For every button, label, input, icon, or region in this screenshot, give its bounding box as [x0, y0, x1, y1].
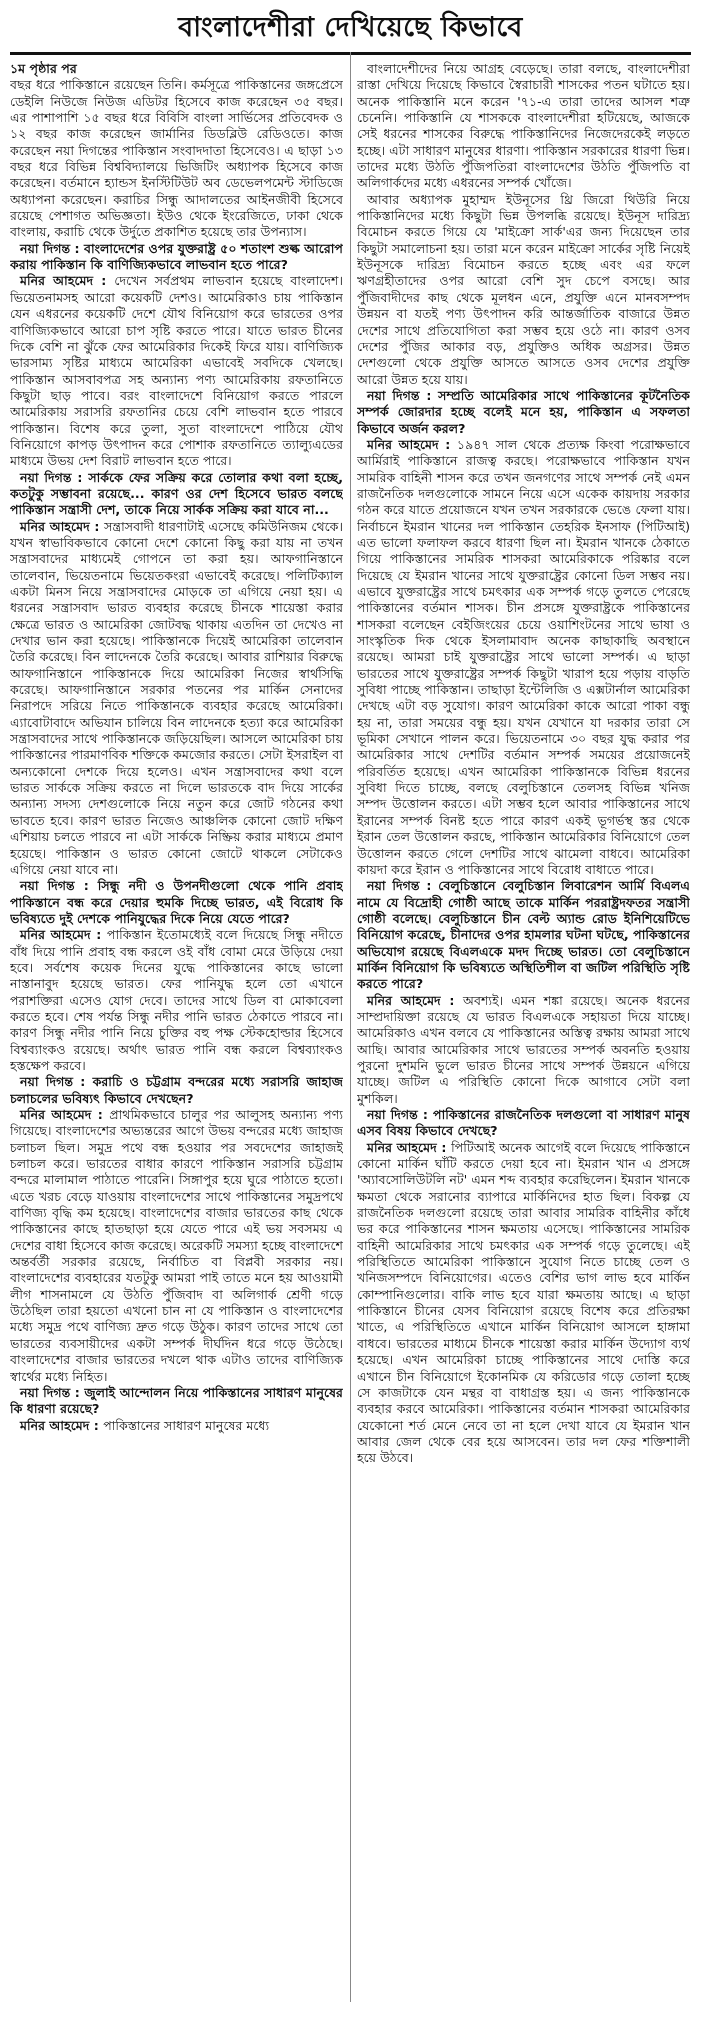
paragraph-text: বছর ধরে পাকিস্তানে রয়েছেন তিনি। কর্মসূত্রে পাকিস্তানের জঙ্গপ্রেসে ডেইলি নিউজে নিউজ এডিটর হিসেবে কাজ করেছেন ৩৫ বছর। এর পাশাপাশি ১৫ বছর ধরে বিবিসি বাংলা সার্ভিসের প্রতিবেদক ও ১২ বছর কাজ করেছেন জার্মানির ডিডব্লিউ রেডিওতে। কাজ করেছেন নয়া দিগন্তের পাকিস্তান সংবাদদাতা হিসেবেও। এ ছাড়া ১৩ বছর ধরে বিভিন্ন বিশ্ববিদ্যালয়ে ভিজিটিং অধ্যাপক হিসেবে কাজ করেছেন। বর্তমানে হ্যান্ডস ইনস্টিটিউট অব ডেভেলপমেন্ট স্টাডিজে অধ্যাপনা করেছেন। করাচির সিন্ধু আদালতের আইনজীবী হিসেবে রয়েছে পেশাগত অভিজ্ঞতা। ইউও থেকে ইংরেজিতে, ঢাকা থেকে বাংলায়, করাচি থেকে উর্দুতে প্রকাশিত হয়েছে তার উপন্যাস। [10, 77, 343, 240]
interviewer-label: নয়া দিগন্ত : [367, 1107, 434, 1122]
interviewee-label: মনির আহমেদ : [20, 927, 107, 943]
headline: বাংলাদেশীরা দেখিয়েছে কিভাবে [178, 12, 523, 43]
paragraph [10, 61, 343, 241]
interview-question [10, 1385, 343, 1418]
question-text: বাংলাদেশের ওপর যুক্তরাষ্ট্র ৫০ শতাংশ শুল্ক আরোপ করায় পাকিস্তান কি বাণিজ্যিকভাবে লাভবান হতে পারে? [10, 240, 343, 273]
question-text: জুলাই আন্দোলন নিয়ে পাকিস্তানের সাধারণ মানুষের কি ধারণা রয়েছে? [10, 1384, 343, 1417]
interviewee-label: মনির আহমেদ : [20, 1417, 104, 1433]
interviewer-label: নয়া দিগন্ত : [367, 387, 439, 403]
interview-question [10, 878, 343, 927]
interview-answer [357, 437, 690, 878]
interviewer-label: নয়া দিগন্ত : [20, 469, 89, 485]
paragraph-text: আবার অধ্যাপক মুহাম্মদ ইউনূসের থ্রি জিরো থিউরি নিয়ে পাকিস্তানিদের মধ্যে কিছুটা ভিন্ন উপলব্ধি রয়েছে। ইউনূস দারিদ্র্য বিমোচন করতে গিয়ে যে 'মাইক্রো সার্ক'এর জন্য দিয়েছেন তার কিছুটা সমালোচনা হয়। তারা মনে করেন মাইক্রো সার্কের সৃষ্টি নিয়েই ইউনূসকে দারিদ্র্য বিমোচন করতে হচ্ছে এবং এর ফলে ঋণগ্রহীতাদের ওপর আরো বেশি সুদ চেপে বসছে। আর পুঁজিবাদীদের কাছ থেকে মূলধন এনে, প্রযুক্তি এনে মানবসম্পদ উন্নয়ন বা যতই পণ্য উৎপাদন করি আন্তর্জাতিক বাজারে উন্নত দেশের সাথে প্রতিযোগিতা করা সম্ভব হয়ে ওঠে না। কারণ ওসব দেশের পুঁজির আকার বড়, প্রযুক্তিও অধিক অগ্রসর। উন্নত দেশগুলো থেকে প্রযুক্তি আসতে আসতে ওসব দেশের প্রযুক্তি আরো উন্নত হয়ে যায়। [357, 191, 690, 387]
interviewer-label: নয়া দিগন্ত : [20, 1074, 93, 1090]
answer-text: সন্ত্রাসবাদী ধারণাটাই এসেছে কমিউনিজম থেকে। যখন স্বাভাবিকভাবে কোনো দেশে কোনো কিছু করা যায় না তখন সন্ত্রাসবাদের মাধ্যমেই গোপনে তা করা হয়। আফগানিস্তানে তালেবান, ভিয়েতনামে ভিয়েতকংরা এভাবেই করেছে। পলিটিক্যাল একটা মিনস নিয়ে সন্ত্রাসবাদের মোড়কে তা এগিয়ে নেয়া হয়। এ ধরনের সন্ত্রাসবাদ ভারত ব্যবহার করেছে চীনকে শায়েস্তা করার ক্ষেত্রে ভারত ও আমেরিকা জোটবদ্ধ থাকায় এতদিন তা দেখেও না দেখার ভান করা হয়েছে। পাকিস্তানকে দিয়েই আমেরিকা তালেবান তৈরি করেছে। বিন লাদেনকে তৈরি করেছে। আবার রাশিয়ার বিরুদ্ধে আফগানিস্তানে পাকিস্তানকে দিয়ে আমেরিকা নিজের স্বার্থসিদ্ধি করেছে। আফগানিস্তানে সরকার পতনের পর মার্কিন সেনাদের নিরাপদে সরিয়ে নিতে পাকিস্তানকে ব্যবহার করেছে আমেরিকা। এ্যাবোটাবাদে অভিযান চালিয়ে বিন লাদেনকে হত্যা করে আমেরিকা সন্ত্রাসবাদের সাথে পাকিস্তানকে জড়িয়েছিল। আসলে আমেরিকা চায় পাকিস্তানের পারমাণবিক শক্তিকে কমজোর করতে। সেটা ইসরাইল বা অন্যকোনো দেশকে দিয়ে হলেও। এখন সন্ত্রাসবাদের কথা বলে ভারত সার্ককে সক্রিয় করতে না দিলে ভারতকে বাদ দিয়ে সার্কের অন্যান্য সদস্য দেশগুলোকে নিয়ে নতুন করে জোট গঠনের কথা ভাবতে হবে। কারণ ভারত নিজেও আঞ্চলিক কোনো জোট দক্ষিণ এশিয়ায় চলতে পারবে না এটা সার্ককে নিষ্ক্রিয় করার মাধ্যমে প্রমাণ হয়েছে। পাকিস্তান ও ভারত কোনো জোটে থাকলে সেটাকেও এগিয়ে নেয়া যাবে না। [10, 518, 343, 877]
interview-question [357, 1107, 690, 1140]
interviewer-label: নয়া দিগন্ত : [20, 878, 98, 894]
left-column [10, 61, 343, 2011]
question-text: পাকিস্তানের রাজনৈতিক দলগুলো বা সাধারণ মানুষ এসব বিষয় কিভাবে দেখছে? [357, 1107, 690, 1139]
interview-answer [10, 1418, 343, 1434]
interview-answer [10, 927, 343, 1074]
answer-text: পিটিআই অনেক আগেই বলে দিয়েছে পাকিস্তানে কোনো মার্কিন ঘাঁটি করতে দেয়া হবে না। ইমরান খান এ প্রসঙ্গে 'অ্যাবসোলিউটলি নট' এমন শব্দ ব্যবহার করেছিলেন। ইমরান খানকে ক্ষমতা থেকে সরানোর ব্যাপারে মার্কিনিদের হাত ছিল। বিকল্প যে রাজনৈতিক দলগুলো রয়েছে তারা আবার সামরিক বাহিনীর কাঁধে ভর করে পাকিস্তানের শাসন ক্ষমতায় এসেছে। পাকিস্তানের সামরিক বাহিনী আমেরিকার সাথে চমৎকার এক সম্পর্ক গড়ে তুলেছে। এই পরিস্থিতিতে আমেরিকা পাকিস্তানে সুযোগ নিতে চাচ্ছে তেল ও খনিজসম্পদে বিনিয়োগের। এতেও বেশির ভাগ লাভ হবে মার্কিন কোম্পানিগুলোর। বাকি লাভ হবে যারা ক্ষমতায় আছে। এ ছাড়া পাকিস্তানে চীনের যেসব বিনিয়োগ রয়েছে বিশেষ করে প্রতিরক্ষা খাতে, এ পরিস্থিতিতে এখানে মার্কিন বিনিয়োগ আসলে হাঙ্গামা বাধবে। ভারতের মাধ্যমে চীনকে শায়েস্তা করার মার্কিন উদ্যোগ ব্যর্থ হয়েছে। এখন আমেরিকা চাচ্ছে পাকিস্তানের সাথে দোস্তি করে এখানে চীন বিনিয়োগে ইকোনমিক যে করিডোর গড়ে তোলা হচ্ছে সে কাজটাকে যেন মন্থর বা বাধাগ্রস্ত হয়। এ জন্য পাকিস্তানকে ব্যবহার করবে আমেরিকা। পাকিস্তানের বর্তমান শাসকরা আমেরিকার যেকোনো শর্ত মেনে নেবে তা না হলে দেখা যাবে যে ইমরান খান আবার জেল থেকে বের হয়ে আসবেন। তার দল ফের শক্তিশালী হয়ে উঠবে। [357, 1139, 690, 1466]
interviewee-label: মনির আহমেদ : [367, 436, 457, 452]
continued-from-label: ১ম পৃষ্ঠার পর [10, 61, 77, 76]
right-column [357, 61, 690, 2011]
column-divider [350, 52, 351, 2002]
answer-text: অবশ্যই। এমন শঙ্কা রয়েছে। অনেক ধরনের সাম্প্রদায়িক্তা রয়েছে যে ভারত বিএলএকে সহায়তা দিয়ে যাচ্ছে। আমেরিকাও এখন বলবে যে পাকিস্তানের অস্তিত্ব রক্ষায় আমরা সাথে আছি। আবার আমেরিকার সাথে ভারতের সম্পর্ক অবনতি হওয়ায় পুরনো দুশমনি ভুলে ভারত চীনের সাথে সম্পর্ক উন্নয়নে এগিয়ে যাচ্ছে। জটিল এ পরিস্থিতি কোনো দিকে আগাবে সেটা বলা মুশকিল। [357, 992, 690, 1106]
interview-answer [357, 1140, 690, 1467]
interview-answer [10, 1107, 343, 1385]
interview-question [10, 470, 343, 519]
interview-answer [357, 993, 690, 1107]
question-text: করাচি ও চট্টগ্রাম বন্দরের মধ্যে সরাসরি জাহাজ চলাচলের ভবিষ্যৎ কিভাবে দেখছেন? [10, 1074, 343, 1106]
interview-answer [10, 273, 343, 469]
paragraph-text: বাংলাদেশীদের নিয়ে আগ্রহ বেড়েছে। তারা বলছে, বাংলাদেশীরা রাস্তা দেখিয়ে দিয়েছে কিভাবে স্বৈরাচারী শাসকের পতন ঘটাতে হয়। অনেক পাকিস্তানি মনে করেন '৭১-এ তারা তাদের আসল শত্রু চেনেনি। পাকিস্তানি যে শাসককে বাংলাদেশীরা হটিয়েছে, আজকে সেই ধরনের শাসকের বিরুদ্ধে পাকিস্তানিদের নিজেদেরকেই লড়তে হচ্ছে। এটা সাধারণ মানুষের ধারণা। পাকিস্তান সরকারের ধারণা ভিন্ন। তাদের মধ্যে উঠতি পুঁজিপতিরা বাংলাদেশের উঠতি পুঁজিপতি বা অলিগার্কদের মধ্যে এধরনের সম্পর্ক খোঁজে। [357, 61, 690, 191]
interviewer-label: নয়া দিগন্ত : [20, 1384, 85, 1400]
interviewee-label: মনির আহমেদ : [20, 1107, 110, 1122]
interviewer-label: নয়া দিগন্ত : [20, 240, 84, 256]
answer-text: পাকিস্তানের সাধারণ মানুষের মধ্যে [103, 1417, 270, 1433]
interviewee-label: মনির আহমেদ : [20, 518, 105, 534]
interview-question [10, 241, 343, 274]
paragraph [357, 192, 690, 388]
interviewee-label: মনির আহমেদ : [20, 273, 115, 289]
answer-text: ১৯৪৭ সাল থেকে প্রত্যক্ষ কিংবা পরোক্ষভাবে আর্মিরাই পাকিস্তানে রাজত্ব করছে। পরোক্ষভাবে পাকিস্তান যখন সামরিক বাহিনী শাসন করে তখন জনগণের সাথে সম্পর্ক নেই এমন রাজনৈতিক দলগুলোকে সামনে নিয়ে এসে একেক কায়দায় সরকার গঠন করে যাতে প্রয়োজনে যখন তখন সরকারকে ভেঙে ফেলা যায়। নির্বাচনে ইমরান খানের দল পাকিস্তান তেহরিক ইনসাফ (পিটিআই) এত ভালো ফলাফল করবে ধারণা ছিল না। ইমরান খানকে ঠেকাতে গিয়ে পাকিস্তানের সামরিক শাসকরা আমেরিকাকে পরিষ্কার বলে দিয়েছে যে ইমরান খানের সাথে যুক্তরাষ্ট্রের কোনো ডিল সম্ভব নয়। এভাবে যুক্তরাষ্ট্রের সাথে চমৎকার এক সম্পর্ক গড়ে তুলতে পেরেছে পাকিস্তানের বর্তমান শাসক। চীন প্রসঙ্গে যুক্তরাষ্ট্রকে পাকিস্তানের শাসকরা বলেছেন বেইজিংয়ের চেয়ে ওয়াশিংটনের সাথে ভাষা ও সাংস্কৃতিক দিক থেকে ইসলামাবাদ অনেক কাছাকাছি অবস্থানে রয়েছে। আমরা চাই যুক্তরাষ্ট্রের সাথে ভালো সম্পর্ক। এ ছাড়া ভারতের সাথে যুক্তরাষ্ট্রের সম্পর্ক কিছুটা খারাপ হয়ে পড়ায় বাড়তি সুবিধা পাচ্ছে পাকিস্তান। তাছাড়া ইন্টেলিজি ও এক্সটার্নাল আমেরিকা দেখছে এটা বড় সুযোগ। কারণ আমেরিকা কাকে আরো পাকা বন্ধু হয় না, তারা সময়ের বন্ধু হয়। যখন যেখানে যা দরকার তারা সে ভূমিকা সেখানে পালন করে। ভিয়েতনামে ৩০ বছর যুদ্ধ করার পর আমেরিকার সাথে দেশটির বর্তমান সম্পর্ক সময়ের প্রয়োজনেই পরিবর্তিত হয়েছে। এখন আমেরিকা পাকিস্তানকে বিভিন্ন ধরনের সুবিধা দিতে চাচ্ছে, বলছে বেলুচিস্তানে তেলসহ বিভিন্ন খনিজ সম্পদ উত্তোলন করতে। এটা সম্ভব হলে আবার পাকিস্তানের সাথে ইরানের সম্পর্ক বিনষ্ট হতে পারে কারণ একই ভূগর্ভস্থ স্তর থেকে ইরান তেল উত্তোলন করছে, পাকিস্তান আমেরিকার বিনিয়োগে তেল উত্তোলন করতে গেলে দেশটির সাথে ঝামেলা বাধবে। আমেরিকা কায়দা করে ইরান ও পাকিস্তানের সাথে বিরোধ বাধাতে পারে। [357, 436, 690, 877]
interviewer-label: নয়া দিগন্ত : [367, 878, 439, 894]
question-text: সম্প্রতি আমেরিকার সাথে পাকিস্তানের কূটনৈতিক সম্পর্ক জোরদার হচ্ছে বলেই মনে হয়, পাকিস্তান এ সফলতা কিভাবে অর্জন করল? [357, 387, 690, 436]
interview-question [10, 1074, 343, 1107]
interviewee-label: মনির আহমেদ : [367, 992, 464, 1008]
question-text: সার্ককে ফের সক্রিয় করে তোলার কথা বলা হচ্ছে, কতটুকু সম্ভাবনা রয়েছে... কারণ ওর দেশ হিসেবে ভারত বলছে পাকিস্তান সন্ত্রাসী দেশ, তাকে নিয়ে সার্কক সক্রিয় করা যাবে না... [10, 469, 343, 518]
interview-answer [10, 519, 343, 879]
interview-question [357, 388, 690, 437]
interview-question [357, 878, 690, 992]
question-text: সিন্ধু নদী ও উপনদীগুলো থেকে পানি প্রবাহ পাকিস্তানে বন্ধ করে দেয়ার হুমকি দিচ্ছে ভারত, এই বিরোধ কি ভবিষ্যতে দুই দেশকে পানিযুদ্ধের দিকে নিয়ে যেতে পারে? [10, 878, 343, 926]
paragraph [357, 61, 690, 192]
answer-text: দেখেন সর্বপ্রথম লাভবান হয়েছে বাংলাদেশ। ভিয়েতনামসহ আরো কয়েকটি দেশও। আমেরিকাও চায় পাকিস্তান যেন এধরনের কয়েকটি দেশে যৌথ বিনিয়োগ করে ভারতের ওপর বাণিজ্যিকভাবে আরো চাপ সৃষ্টি করতে পারে। যাতে ভারত চীনের দিকে বেশি না ঝুঁকে ফের আমেরিকার দিকেই ফিরে যায়। বাণিজ্যিক ভারসাম্য সৃষ্টির মাধ্যমে আমেরিকা এভাবেই সবদিকে খেলছে। পাকিস্তান আসবাবপত্র সহ অন্যান্য পণ্য আমেরিকায় রফতানিতে কিছুটা ছাড় পাবে। বরং বাংলাদেশে বিনিয়োগ করতে পারলে আমেরিকায় সরাসরি রফতানির চেয়ে বেশি লাভবান হতে পারবে পাকিস্তান। বিশেষ করে তুলা, সুতা বাংলাদেশে পাঠিয়ে যৌথ বিনিয়োগে কাপড় উৎপাদন করে পোশাক রফতানিতে ত্যাল্যুএডের মাধ্যমে উভয় দেশ বিরাট লাভবান হতে পারে। [10, 273, 343, 469]
answer-text: প্রাথমিকভাবে চালুর পর আলুসহ অন্যান্য পণ্য গিয়েছে। বাংলাদেশের অভ্যন্তরের আগে উভয় বন্দরের মধ্যে জাহাজ চলাচল ছিল। সমুদ্র পথে বন্ধ হওয়ার পর সবদেশের জাহাজই চলাচল করে। ভারতের বাধার কারণে পাকিস্তান সরাসরি চট্টগ্রাম বন্দরে মালামাল পাঠাতে পারেনি। সিঙ্গাপুর হয়ে ঘুরে পাঠাতে হতো। এতে খরচ বেড়ে যাওয়ায় বাংলাদেশের সাথে পাকিস্তানের সমুদ্রপথে বাণিজ্য বৃদ্ধি কম হয়েছে। বাংলাদেশের বাজার ভারতের কাছ থেকে পাকিস্তানের কাছে হাতছাড়া হয়ে যেতে পারে এই ভয় সবসময় এ দেশের বাধা হিসেবে কাজ করেছে। অরেকটি সমস্যা হচ্ছে বাংলাদেশে অন্তর্বর্তী সরকার রয়েছে, নির্বাচিত বা বিপ্লবী সরকার নয়। বাংলাদেশের ব্যবহারের যতটুকু আমরা পাই তাতে মনে হয় আওয়ামী লীগ শাসনামলে যে উঠতি পুঁজিবাদ বা অলিগার্ক শ্রেণী গড়ে উঠেছিল তারা হয়তো এখনো চান না যে পাকিস্তান ও বাংলাদেশের মধ্যে সমুদ্র পথে বাণিজ্য দ্রুত গড়ে উঠুক। কারণ তাদের সাথে তো ভারতের ব্যবসায়ীদের একটা সম্পর্ক দীর্ঘদিন ধরে গড়ে উঠেছে। বাংলাদেশের বাজার ভারতের দখলে থাক এটাও তাদের বাণিজ্যিক স্বার্থের মধ্যে নিহিত। [10, 1107, 343, 1384]
answer-text: পাকিস্তান ইতোমধ্যেই বলে দিয়েছে সিন্ধু নদীতে বাঁধ দিয়ে পানি প্রবাহ বন্ধ করলে ওই বাঁধ বোমা মেরে উড়িয়ে দেয়া হবে। সর্বশেষ কয়েক দিনের যুদ্ধে পাকিস্তানের কাছে ভালো নাস্তানাবুদ হয়েছে ভারত। ফের পানিযুদ্ধ হলে তো এখানে পরাশক্তিরা এসেও যোগ দেবে। তাদের সাথে ডিল বা মোকাবেলা করতে হবে। শেষ পর্যন্ত সিন্ধু নদীর পানি ভারত ঠেকাতে পারবে না। কারণ সিন্ধু নদীর পানি নিয়ে চুক্তির বহু পক্ষ স্টেকহোল্ডার হিসেবে বিশ্বব্যাংকও রয়েছে। অর্থাৎ ভারত পানি বন্ধ করলে বিশ্বব্যাংকও হস্তক্ষেপ করবে। [10, 927, 343, 1073]
question-text: বেলুচিস্তানে বেলুচিস্তান লিবারেশন আর্মি বিএলএ নামে যে বিদ্রোহী গোষ্ঠী আছে তাকে মার্কিন পররাষ্ট্রদফতর সন্ত্রাসী গোষ্ঠী বলেছে। বেলুচিস্তানে চীন বেল্ট অ্যান্ড রোড ইনিশিয়েটিভে বিনিয়োগ করেছে, চীনাদের ওপর হামলার ঘটনা ঘটছে, পাকিস্তানের অভিযোগ রয়েছে বিএলএকে মদদ দিচ্ছে ভারত। তো বেলুচিস্তানে মার্কিন বিনিয়োগ কি ভবিষ্যতে অস্থিতিশীল বা জটিল পরিস্থিতি সৃষ্টি করতে পারে? [357, 878, 690, 992]
interviewee-label: মনির আহমেদ : [367, 1139, 452, 1155]
